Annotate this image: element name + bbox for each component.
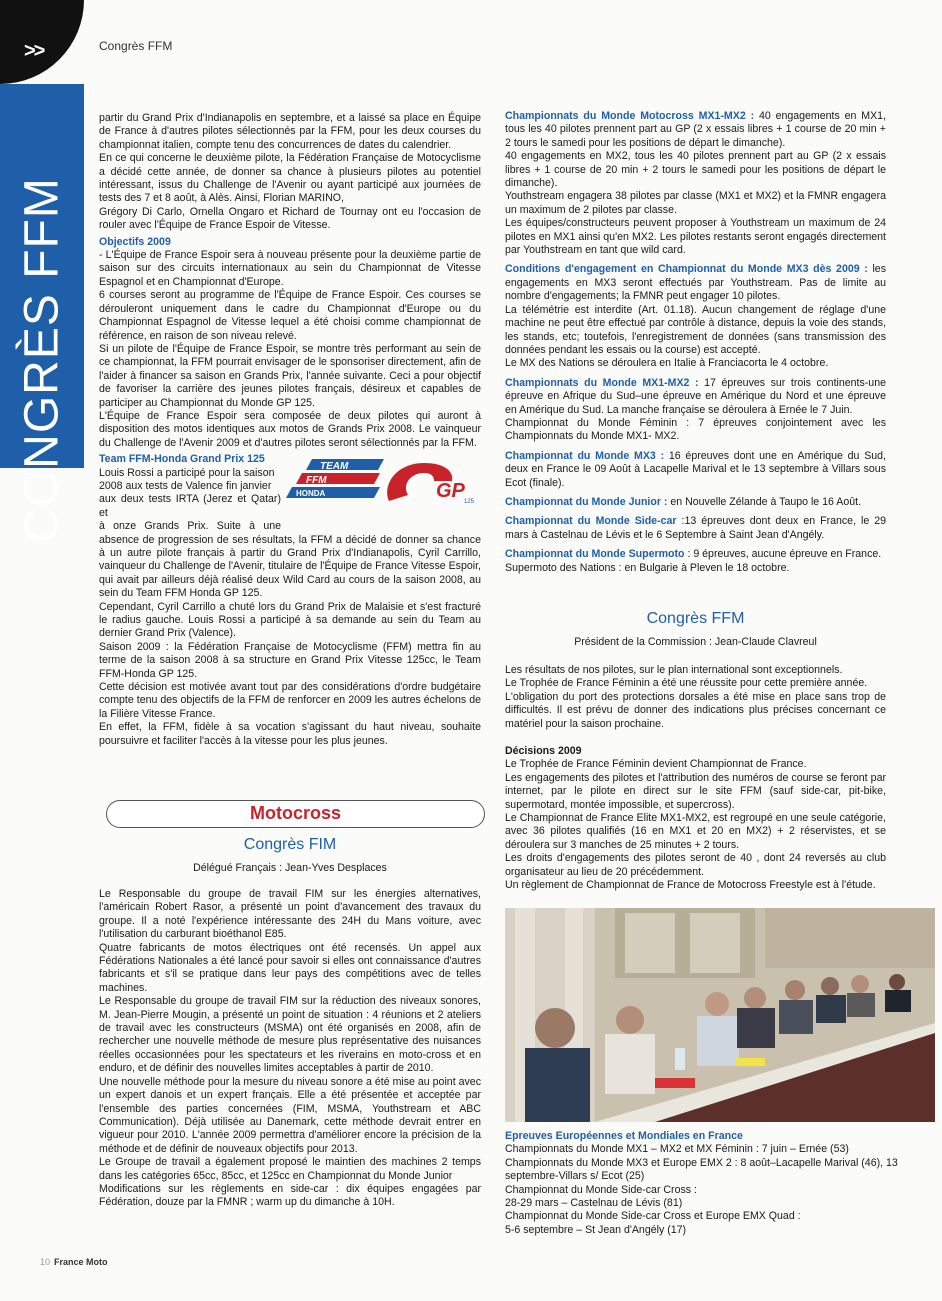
lead-text: Conditions d'engagement en Championnat du Monde MX3 dès 2009 : <box>505 263 868 276</box>
paragraph: L'Équipe de France Espoir sera composée de deux pilotes qui auront à disposition des motos identiques aux motos de Grands Prix 2008. Le vainqueur du Challenge de l'Avenir 2009 et d'autres pilotes seront sélectionnés par la FFM. <box>99 409 481 449</box>
event-line: Championnat du Monde Side-car Cross : <box>505 1183 697 1196</box>
paragraph: Championnat du Monde MX3 : 16 épreuves dont une en Amérique du Sud, deux en France le 09 Août à Lacapelle Marival et le 13 septembre à Villars sous Ecot (finale). <box>505 449 886 489</box>
running-header: Congrès FFM <box>99 39 173 53</box>
fim-title: Congrès FIM <box>243 836 337 853</box>
paragraph-line: à onze Grands Prix. Suite à une <box>99 520 281 533</box>
paragraph: Championnat du Monde Féminin : 7 épreuves conjointement avec les Championnats du Monde MX1- MX2. <box>505 416 886 443</box>
paragraph: Le Trophée de France Féminin devient Championnat de France. <box>505 758 807 771</box>
paragraph: partir du Grand Prix d'Indianapolis en septembre, et a laissé sa place en Équipe de France à d'autres pilotes sélectionnés par la FFM, pour les deux courses du championnat italien, compte tenu des concurrences de dates du calendrier. <box>99 112 481 151</box>
left-column <box>99 112 481 748</box>
paragraph: Un règlement de Championnat de France de Motocross Freestyle est à l'étude. <box>505 879 876 892</box>
motocross-banner <box>106 800 485 828</box>
paragraph: absence de progression de ses résultats, la FFM a décidé de donner sa chance à un autre pilote français à partir du Grand Prix d'Indianapolis, Cyril Carrillo, vainqueur du Challenge de l'Avenir, titulaire de l'Équipe de France Vitesse Espoir, qui avait par ailleurs déjà réalisé deux Wild Card au cours de la saison 2008, au sein du Team FFM Honda GP 125. <box>99 533 481 600</box>
ffm-subtitle: Président de la Commission : Jean-Claude Clavreul <box>574 636 817 648</box>
paragraph: Championnats du Monde Motocross MX1-MX2 : 40 engagements en MX1, tous les 40 pilotes prennent part au GP (2 x essais libres + 1 course de 20 min + 2 tours le samedi pour les positions de départ le dimanche). <box>505 110 886 149</box>
sidebar-label: CONGRÈS FFM <box>15 177 69 543</box>
logo-line3: HONDA <box>296 489 326 499</box>
lead-text: Championnats du Monde MX1-MX2 : <box>505 376 699 389</box>
paragraph: En effet, la FFM, fidèle à sa vocation s'agissant du haut niveau, souhaite poursuivre et faciliter l'accès à la vitesse pour les plus jeunes. <box>99 721 481 747</box>
team-section <box>99 453 481 600</box>
double-chevron-icon: >> <box>24 40 44 62</box>
event-line: 5-6 septembre – St Jean d'Angély (17) <box>505 1223 687 1236</box>
paragraph: Le MX des Nations se déroulera en Italie à Franciacorta le 4 octobre. <box>505 357 829 370</box>
event-line: Championnat du Monde Side-car Cross et Europe EMX Quad : <box>505 1210 801 1223</box>
subheading-team: Team FFM-Honda Grand Prix 125 <box>99 453 265 466</box>
logo-line1: TEAM <box>320 461 349 473</box>
paragraph: Quatre fabricants de motos électriques ont été recensés. Un appel aux Fédérations Nationales a été lancé pour savoir si elles ont connaissance d'autres fabricants et s'il se pratique dans leur pays des compétitions avec de telles machines. <box>99 941 481 994</box>
event-line: Championnats du Monde MX1 – MX2 et MX Féminin : 7 juin – Ernée (53) <box>505 1143 849 1156</box>
ffm-body <box>505 664 886 893</box>
lead-text: Championnat du Monde Side-car <box>505 515 677 528</box>
meeting-photo <box>505 908 935 1122</box>
paragraph-line: 2008 aux tests de Valence fin janvier <box>99 479 272 492</box>
paragraph: Le Responsable du groupe de travail FIM sur les énergies alternatives, l'américain Robert Rasor, a présenté un point d'avancement des travaux du groupe. Il a noté l'expérience intéressante des 24H du Mans voiture, avec l'utilisation du carburant bioéthanol E85. <box>99 888 481 941</box>
sidebar-band <box>0 84 84 543</box>
logo-line5: 125 <box>464 499 475 506</box>
logo-line2: FFM <box>306 475 327 487</box>
paragraph: Conditions d'engagement en Championnat du Monde MX3 dès 2009 : les engagements en MX3 seront effectués par Youthstream. Pas de limite au nombre d'engagements; la FMNR peut engager 10 pilotes. <box>505 263 886 303</box>
events-section <box>505 1130 905 1237</box>
paragraph: Championnat du Monde Junior : en Nouvelle Zélande à Taupo le 16 Août. <box>505 495 862 508</box>
lead-text: Championnat du Monde Junior : <box>505 495 668 508</box>
event-line: 28-29 mars – Castelnau de Lévis (81) <box>505 1197 683 1210</box>
fim-subtitle: Délégué Français : Jean-Yves Desplaces <box>193 862 387 874</box>
right-column <box>505 110 886 575</box>
paragraph: Championnat du Monde Side-car :13 épreuves dont deux en France, le 29 mars à Castelnau de Lévis et le 6 Septembre à Saint Jean d'Angély. <box>505 515 887 541</box>
paragraph: Si un pilote de l'Équipe de France Espoir, se montre très performant au sein de ce championnat, la FFM pourrait envisager de le sponsoriser directement, afin de l'aider à financer sa saison en Grands Prix, l'année suivante. Ceci a pour objectif de favoriser la carrière des jeunes pilotes français, désireux et capables de participer au Championnat du Monde GP 125. <box>99 342 481 409</box>
paragraph: Grégory Di Carlo, Ornella Ongaro et Richard de Tournay ont eu l'occasion de rouler avec l'Équipe de France Espoir de Vitesse. <box>99 205 481 232</box>
fim-body <box>99 888 481 1210</box>
paragraph: Youthstream engagera 38 pilotes par classe (MX1 et MX2) et la FMNR engagera un maximum de 2 pilotes par classe. <box>505 190 886 216</box>
magazine-name: France Moto <box>54 1257 108 1267</box>
paragraph-line: aux deux tests IRTA (Jerez et Qatar) et <box>99 493 281 519</box>
paragraph: L'obligation du port des protections dorsales a été mise en place sans trop de difficultés. Il est prévu de donner des indications plus précises concernant ce matériel pour la saison prochaine. <box>505 690 886 730</box>
paragraph: Les résultats de nos pilotes, sur le plan international sont exceptionnels. <box>505 664 843 676</box>
paragraph: Supermoto des Nations : en Bulgarie à Pleven le 18 octobre. <box>505 561 790 574</box>
paragraph-line: Louis Rossi a participé pour la saison <box>99 466 275 479</box>
team-ffm-honda-logo <box>284 457 480 505</box>
ffm-title: Congrès FFM <box>646 610 745 627</box>
paragraph: Les équipes/constructeurs peuvent proposer à Youthstream un maximum de 24 pilotes en MX1 ainsi qu'en MX2. Les pilotes restants seront engagés directement par Youthstream en tant que wild card. <box>505 217 886 257</box>
paragraph: Le Trophée de France Féminin a été une réussite pour cette première année. <box>505 677 868 690</box>
motocross-title: Motocross <box>249 803 341 823</box>
paragraph: Le Responsable du groupe de travail FIM sur la réduction des niveaux sonores, M. Jean-Pierre Mougin, a présenté un point de situation : 4 réunions et 2 ateliers de travail avec les constructeurs (MSMA) ont été organisés en 2008, afin de rechercher une nouvelle méthode de mesure plus représentative des nuisances réelles occasionnées pour les spectateurs et les riverains en moto-cross et en enduro, et de définir des nouvelles limites acceptables à partir de 2010. <box>99 995 481 1075</box>
page-footer <box>40 1257 108 1267</box>
paragraph: Le Groupe de travail a également proposé le maintien des machines 2 temps dans les catégories 65cc, 85cc, et 125cc en Championnat du Monde Junior <box>99 1156 481 1182</box>
lead-text: Championnat du Monde MX3 : <box>505 449 665 462</box>
section-badge <box>0 0 84 84</box>
lead-text: Championnat du Monde Supermoto <box>505 548 685 561</box>
paragraph: Championnat du Monde Supermoto : 9 épreuves, aucune épreuve en France. <box>505 548 882 561</box>
paragraph: Une nouvelle méthode pour la mesure du niveau sonore a été mise au point avec un expert danois et un expert français. Elle a été présentée et acceptée par l'ensemble des parties concernées (FIM, MSMA, Youthstream et ABC Communication). Déjà utilisée au Danemark, cette méthode devrait entrer en vigueur pour 2010. L'année 2009 permettra d'améliorer encore la précision de la méthode et de définir de nouveaux objectifs pour 2013. <box>99 1075 481 1155</box>
paragraph: Cependant, Cyril Carrillo a chuté lors du Grand Prix de Malaisie et s'est fracturé le radius gauche. Louis Rossi a participé à sa demande au sein du Team au dernier Grand Prix (Valence). <box>99 600 481 640</box>
paragraph: Les droits d'engagements des pilotes seront de 40 , dont 24 reversés au club organisateur au lieu de 20 précédemment. <box>505 852 886 878</box>
paragraph: Championnats du Monde MX1-MX2 : 17 épreuves sur trois continents-une épreuve en Afrique du Sud–une épreuve en Amérique du Nord et une épreuve en Amérique du Sud. La manche française se déroulera à Ernée le 7 Juin. <box>505 376 886 416</box>
paragraph: - L'Équipe de France Espoir sera à nouveau présente pour la deuxième partie de saison sur des circuits internationaux au sein du Championnat de Vitesse Espagnol et en Championnat d'Europe. <box>99 249 481 288</box>
page-number: 10 <box>40 1257 51 1267</box>
subheading-decisions: Décisions 2009 <box>505 745 582 758</box>
logo-line4: GP <box>436 480 465 503</box>
paragraph: Les engagements des pilotes et l'attribution des numéros de course se feront par internet, par le pilote en direct sur le site FFM (sauf side-car, pit-bike, supermotard, montée impossible, et supercross). <box>505 771 886 811</box>
events-title: Epreuves Européennes et Mondiales en France <box>505 1130 743 1142</box>
lead-text: Championnats du Monde Motocross MX1-MX2 : <box>505 110 755 122</box>
paragraph: La télémétrie est interdite (Art. 01.18). Aucun changement de réglage d'une machine ne peut être effectué par contrôle à distance, depuis la voie des stands, les stands, etc; toutefois, l'enregistrement de données (sans transmission des données pendant les essais ou la course) est accepté. <box>505 303 886 356</box>
event-line: Championnats du Monde MX3 et Europe EMX 2 : 8 août–Lacapelle Marival (46), 13 septembre-Villars s/ Ecot (25) <box>505 1156 898 1183</box>
subheading-objectifs: Objectifs 2009 <box>99 235 171 248</box>
paragraph: En ce qui concerne le deuxième pilote, la Fédération Française de Motocyclisme a décidé cette année, de donner sa chance à plusieurs pilotes au potentiel intéressant, issus du Challenge de l'Avenir ou ayant participé aux journées de tests des 7 et 8 août, à Alès. Ainsi, Florian MARINO, <box>99 152 481 205</box>
paragraph: Saison 2009 : la Fédération Française de Motocyclisme (FFM) mettra fin au terme de la saison 2008 à sa structure en Grand Prix Vitesse 125cc, le Team FFM-Honda GP 125. <box>99 640 481 680</box>
paragraph: 6 courses seront au programme de l'Équipe de France Espoir. Ces courses se dérouleront uniquement dans le cadre du Championnat d'Europe ou du Championnat Espagnol de Vitesse lequel a été choisi comme championnat de référence, en raison de son niveau relevé. <box>99 289 481 342</box>
paragraph: Cette décision est motivée avant tout par des considérations d'ordre budgétaire compte tenu des objectifs de la FFM de renforcer en 2009 les autres échelons de la Filière Vitesse France. <box>99 681 481 720</box>
paragraph: 40 engagements en MX2, tous les 40 pilotes prennent part au GP (2 x essais libres + 1 course de 20 min + 2 tours le samedi pour les positions de départ le dimanche). <box>505 150 886 190</box>
paragraph: Le Championnat de France Elite MX1-MX2, est regroupé en une seule catégorie, avec 36 pilotes qualifiés (16 en MX1 et 20 en MX2) + 2 réservistes, et se déroulera sur 3 manches de 25 minutes + 2 tours. <box>505 812 886 851</box>
paragraph: Modifications sur les règlements en side-car : dix équipes engagées par Fédération, douze par la FMNR ; warm up du dimanche à 10H. <box>99 1182 481 1209</box>
